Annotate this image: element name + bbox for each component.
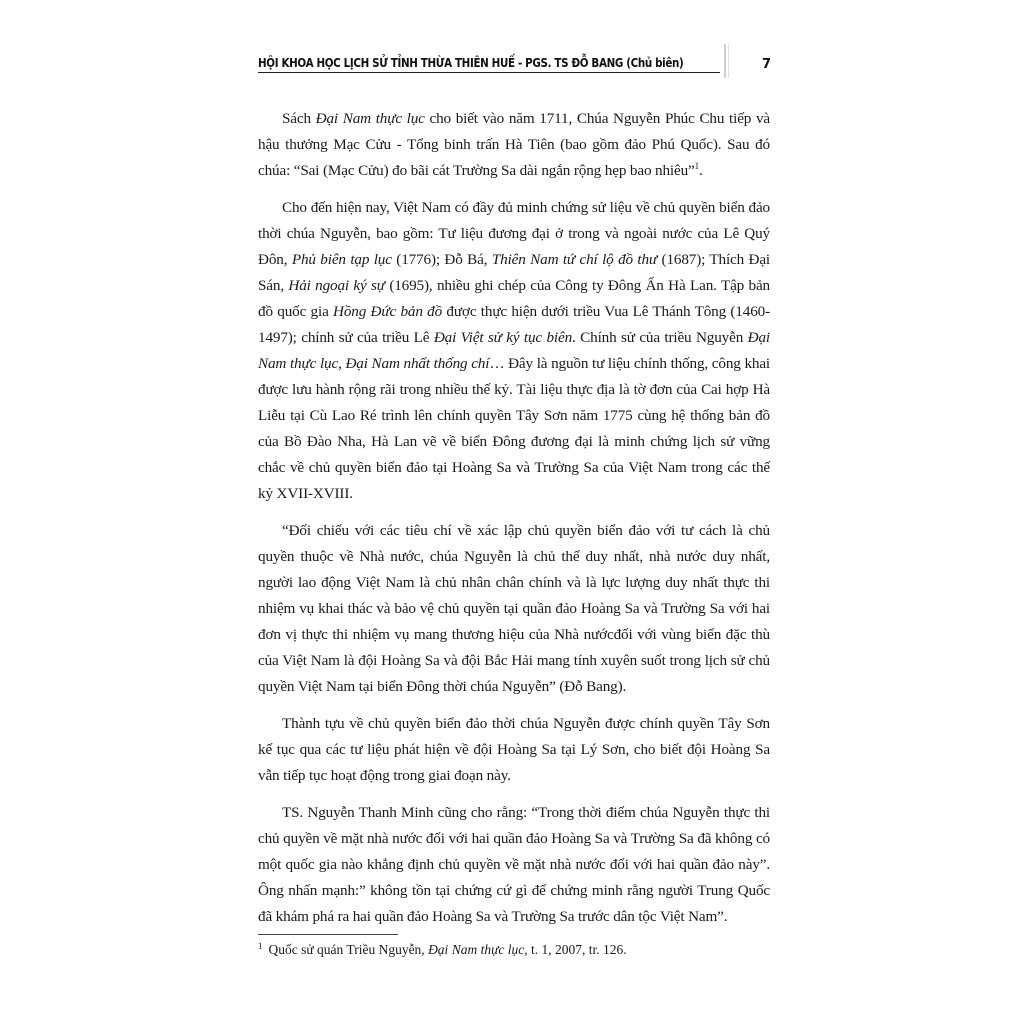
italic-title: Đại Việt sử ký tục biên bbox=[433, 329, 573, 346]
paragraph-5 bbox=[258, 800, 770, 930]
text-run: (1776); Đỗ Bá, bbox=[391, 251, 492, 268]
text-run: Sách bbox=[282, 110, 316, 127]
paragraph-4 bbox=[258, 711, 770, 789]
italic-title: Đại Nam thực lục bbox=[428, 942, 525, 957]
text-run: , t. 1, 2007, tr. 126. bbox=[524, 942, 627, 957]
text-run: (1687); Thích Đại Sán, bbox=[258, 251, 771, 294]
page-number: 7 bbox=[762, 57, 772, 72]
italic-title: Đại Nam thực lục bbox=[258, 329, 770, 372]
footnote bbox=[258, 940, 770, 960]
text-run: (1695), nhiều ghi chép của Công ty Đông Ấn Hà Lan. Tập bản đồ quốc gia bbox=[258, 277, 770, 320]
footnote-reference: 1 bbox=[694, 160, 699, 171]
text-run: được thực hiện dưới triều Vua Lê Thánh Tông (1460-1497); chính sử của triều Lê bbox=[258, 303, 770, 346]
page-body bbox=[258, 106, 770, 941]
italic-title: Thiên Nam tứ chí lộ đồ thư bbox=[491, 251, 658, 268]
text-run: cho biết vào năm 1711, Chúa Nguyễn Phúc Chu tiếp và hậu thưởng Mạc Cửu - Tổng binh trấn Hà Tiên (bao gồm đảo Phú Quốc). Sau đó chúa: “Sai (Mạc Cửu) đo bãi cát Trường Sa dài ngắn rộng hẹp bao nhiêu” bbox=[258, 110, 770, 179]
italic-title: Phủ biên tạp lục bbox=[291, 251, 392, 268]
running-header-title: HỘI KHOA HỌC LỊCH SỬ TỈNH THỪA THIÊN HUẾ - PGS. TS ĐỖ BANG (Chủ biên) bbox=[258, 56, 684, 70]
header-divider-secondary bbox=[728, 44, 729, 78]
paragraph-3 bbox=[258, 518, 770, 700]
header-rule bbox=[258, 72, 720, 73]
text-run: Quốc sử quán Triều Nguyễn, bbox=[268, 942, 429, 957]
text-run: Cho đến hiện nay, Việt Nam có đầy đủ minh chứng sử liệu về chủ quyền biển đảo thời chúa Nguyễn, bao gồm: Tư liệu đương đại ở trong và ngoài nước của Lê Quý Đôn, bbox=[258, 199, 770, 268]
running-header bbox=[258, 53, 770, 77]
paragraph-1 bbox=[258, 106, 770, 184]
text-run: TS. Nguyễn Thanh Minh cũng cho rằng: “Trong thời điểm chúa Nguyễn thực thi chủ quyền về mặt nhà nước đối với hai quần đảo Hoàng Sa và Trường Sa đã không có một quốc gia nào khẳng định chủ quyền về mặt nhà nước đối với hai quần đảo này”. Ông nhấn mạnh:” không tồn tại chứng cứ gì để chứng minh rằng người Trung Quốc đã khám phá ra hai quần đảo Hoàng Sa và Trường Sa trước dân tộc Việt Nam”. bbox=[258, 804, 770, 925]
italic-title: Hải ngoại ký sự bbox=[288, 277, 385, 294]
text-run: “Đối chiếu với các tiêu chí về xác lập chủ quyền biển đảo với tư cách là chủ quyền thuộc về Nhà nước, chúa Nguyễn là chủ thể duy nhất, nhà nước duy nhất, người lao động Việt Nam là chủ nhân chân chính và là lực lượng duy nhất thực thi nhiệm vụ khai thác và bảo vệ chủ quyền tại quần đảo Hoàng Sa và Trường Sa với hai đơn vị thực thi nhiệm vụ mang thương hiệu của Nhà nướcđối với vùng biển đặc thù của Việt Nam là đội Hoàng Sa và đội Bắc Hải mang tính xuyên suốt trong lịch sử chủ quyền Việt Nam tại biển Đông thời chúa Nguyễn” (Đỗ Bang). bbox=[258, 522, 770, 695]
footnote-marker: 1 bbox=[258, 940, 263, 951]
italic-title: Đại Nam thực lục bbox=[315, 110, 425, 127]
footnote-text bbox=[269, 942, 627, 957]
text-run: … Đây là nguồn tư liệu chính thống, công khai được lưu hành rộng rãi trong nhiều thế kỷ. Tài liệu thực địa là tờ đơn của Cai hợp Hà Liễu tại Cù Lao Ré trình lên chính quyền Tây Sơn năm 1775 cùng hệ thống bản đồ của Bồ Đào Nha, Hà Lan vẽ về biển Đông đương đại là minh chứng lịch sử vững chắc về chủ quyền biển đảo tại Hoàng Sa và Trường Sa của Việt Nam trong các thế kỷ XVII-XVIII. bbox=[258, 355, 770, 502]
italic-title: Hồng Đức bản đồ bbox=[333, 303, 443, 320]
text-run: , bbox=[338, 355, 346, 372]
text-run: . Chính sử của triều Nguyễn bbox=[572, 329, 748, 346]
text-run: Thành tựu về chủ quyền biển đảo thời chúa Nguyễn được chính quyền Tây Sơn kế tục qua các tư liệu phát hiện về đội Hoàng Sa tại Lý Sơn, cho biết đội Hoàng Sa vẫn tiếp tục hoạt động trong giai đoạn này. bbox=[258, 715, 770, 784]
text-run: . bbox=[698, 162, 703, 179]
header-divider bbox=[724, 44, 726, 78]
paragraph-2 bbox=[258, 195, 770, 507]
italic-title: Đại Nam nhất thống chí bbox=[345, 355, 490, 372]
footnote-rule bbox=[258, 934, 398, 935]
